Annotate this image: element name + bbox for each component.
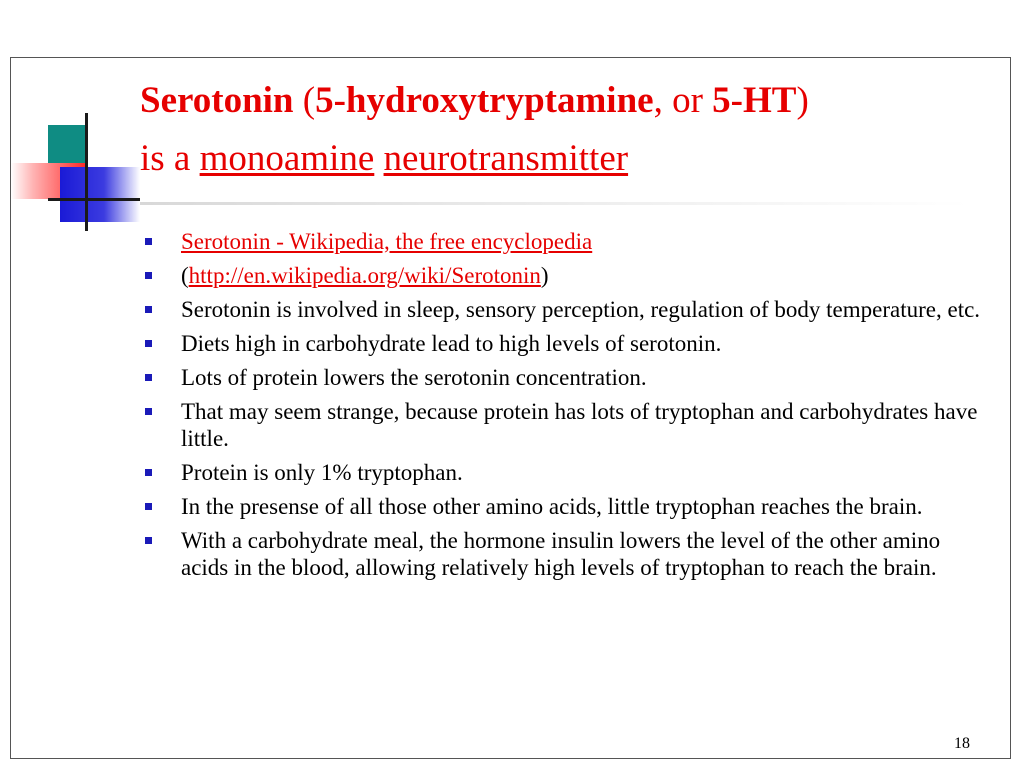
title-divider (140, 202, 970, 205)
decorative-logo (10, 105, 140, 230)
bullet-text: In the presense of all those other amino acids, little tryptophan reaches the brain. (181, 494, 923, 519)
list-item (143, 527, 993, 581)
title-space (374, 138, 383, 179)
square-bullet-icon (145, 238, 152, 245)
bullet-text: Lots of protein lowers the serotonin concentration. (181, 365, 647, 390)
square-bullet-icon (145, 272, 152, 279)
title-line-1 (140, 72, 1000, 130)
list-item (143, 262, 993, 289)
title-or: , or (653, 80, 713, 121)
list-item (143, 398, 993, 452)
list-item (143, 459, 993, 486)
bullet-text: With a carbohydrate meal, the hormone insulin lowers the level of the other amino acids in the blood, allowing relatively high levels of tryptophan to reach the brain. (181, 528, 941, 580)
title-chemical-name: 5-hydroxytryptamine (315, 80, 654, 121)
bullet-text: Serotonin is involved in sleep, sensory perception, regulation of body temperature, etc. (181, 297, 981, 322)
logo-horizontal-line (48, 198, 140, 201)
paren-open: ( (181, 263, 189, 288)
list-item (143, 364, 993, 391)
title-paren-close: ) (796, 80, 809, 121)
monoamine-link[interactable]: monoamine (199, 138, 375, 179)
bullet-list (143, 228, 993, 588)
logo-teal-square (48, 125, 88, 167)
square-bullet-icon (145, 503, 152, 510)
paren-close: ) (540, 263, 549, 288)
list-item (143, 493, 993, 520)
slide-title (140, 72, 1000, 188)
logo-blue-square (60, 167, 140, 222)
neurotransmitter-link[interactable]: neurotransmitter (383, 138, 629, 179)
title-paren-open: ( (293, 80, 316, 121)
square-bullet-icon (145, 408, 152, 415)
page-number: 18 (954, 735, 970, 752)
list-item (143, 330, 993, 357)
wikipedia-url-link[interactable]: http://en.wikipedia.org/wiki/Serotonin (188, 263, 541, 288)
logo-vertical-line (85, 113, 88, 231)
list-item (143, 296, 993, 323)
bullet-text: Diets high in carbohydrate lead to high levels of serotonin. (181, 331, 722, 356)
bullet-text: That may seem strange, because protein has lots of tryptophan and carbohydrates have little. (181, 399, 978, 451)
title-abbreviation: 5-HT (712, 80, 797, 121)
bullet-text: Protein is only 1% tryptophan. (181, 460, 463, 485)
title-serotonin: Serotonin (140, 80, 294, 121)
title-line-2 (140, 130, 1000, 188)
square-bullet-icon (145, 469, 152, 476)
square-bullet-icon (145, 537, 152, 544)
square-bullet-icon (145, 340, 152, 347)
title-is-a: is a (140, 138, 200, 179)
wikipedia-link[interactable]: Serotonin - Wikipedia, the free encyclopedia (181, 229, 593, 254)
list-item (143, 228, 993, 255)
square-bullet-icon (145, 306, 152, 313)
square-bullet-icon (145, 374, 152, 381)
